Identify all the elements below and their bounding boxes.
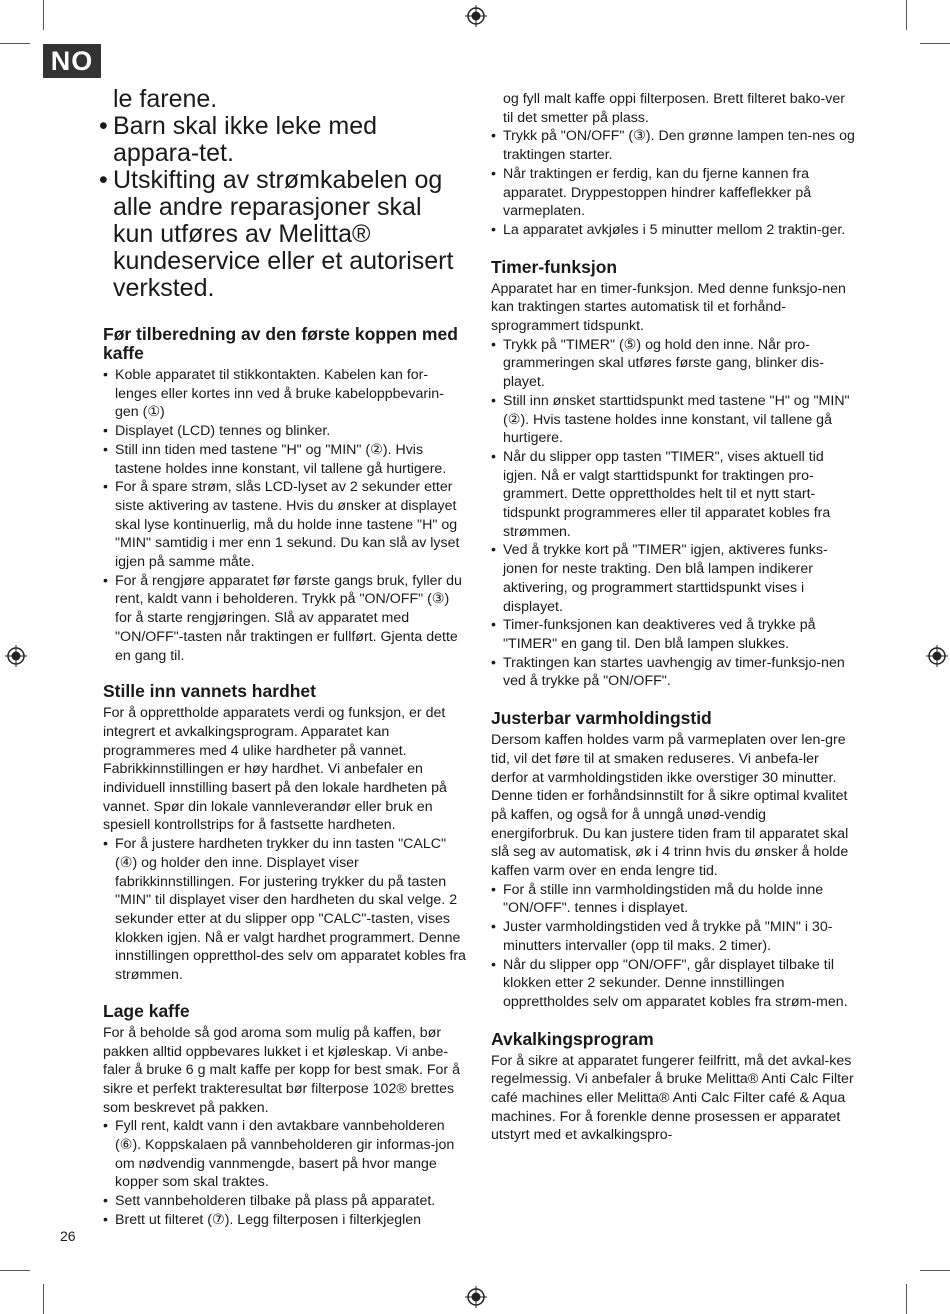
list-item: • Displayet (LCD) tennes og blinker.: [103, 422, 467, 441]
list-item: • Trykk på "ON/OFF" (③). Den grønne lampen ten-nes og traktingen starter.: [491, 127, 855, 164]
section-heading: Stille inn vannets hardhet: [103, 681, 316, 702]
left-column: [103, 86, 467, 1230]
paragraph: Dersom kaffen holdes varm på varmeplaten over len-gre tid, vil det føre til at smaken reduseres. Vi anbefa-ler derfor at varmholdingstiden ikke overstiger 30 minutter. Denne tiden er forhåndsinnstilt for å sikre optimal kvalitet på kaffen, og også for å unngå unød-vendig energiforbruk. Du kan justere tiden fram til apparatet skal slå seg av automatisk, øk i 4 trinn hvis du ønsker å holde kaffen varm over en enda lengre tid.: [491, 732, 849, 880]
list-item: • Sett vannbeholderen tilbake på plass på apparatet.: [103, 1192, 467, 1211]
section-heading: Timer-funksjon: [491, 256, 618, 277]
section-heading: Avkalkingsprogram: [491, 1028, 654, 1049]
crop-mark: [0, 1270, 30, 1271]
list-item: • Koble apparatet til stikkontakten. Kabelen kan for-lenges eller kortes inn ved å bruke kabeloppbevarin-gen (①): [103, 366, 467, 422]
bullet-list: [103, 366, 467, 665]
list-item: • Still inn ønsket starttidspunkt med tastene "H" og "MIN" (②). Hvis tastene holdes inne konstant, vil tallene gå hurtigere.: [491, 392, 855, 448]
paragraph: For å sikre at apparatet fungerer feilfritt, må det avkal-kes regelmessig. Vi anbefaler å bruke Melitta® Anti Calc Filter café machines eller Melitta® Anti Calc Filter café & Aqua machines. For å forenkle denne prosessen er apparatet utstyrt med et avkalkingspro-: [491, 1052, 854, 1144]
list-item: • Når traktingen er ferdig, kan du fjerne kannen fra apparatet. Dryppestoppen hindrer kaffeflekker på varmeplaten.: [491, 165, 855, 221]
bullet-list: [491, 881, 855, 1012]
list-item: • La apparatet avkjøles i 5 minutter mellom 2 traktin-ger.: [491, 221, 855, 240]
list-item: • For å justere hardheten trykker du inn tasten "CALC" (④) og holder den inne. Displayet viser fabrikkinnstillingen. For justering trykker du på tasten "MIN" til displayet viser den hardheten du skal velge. 2 sekunder etter at du slipper opp "CALC"-tasten, vises klokken igjen. Nå er valgt hardhet programmert. Denne innstillingen oppretthol-des selv om apparatet kobles fra strømmen.: [103, 835, 467, 985]
intro-bullets: [103, 113, 467, 302]
intro-continuation: le farene.: [113, 85, 218, 113]
safety-intro: [103, 86, 467, 302]
section-heading: Lage kaffe: [103, 1000, 190, 1021]
registration-mark-icon: [5, 645, 27, 667]
list-item: • Barn skal ikke leke med appara-tet.: [103, 113, 467, 167]
list-item: • For å rengjøre apparatet før første gangs bruk, fyller du rent, kaldt vann i beholderen. Trykk på "ON/OFF" (③) for å starte rengjøringen. Slå av apparatet med "ON/OFF"-tasten når traktingen er fullført. Gjenta dette en gang til.: [103, 572, 467, 666]
bullet-list: [103, 835, 467, 985]
registration-mark-icon: [926, 645, 948, 667]
list-item: • Ved å trykke kort på "TIMER" igjen, aktiveres funks-jonen for neste trakting. Den blå lampen indikerer aktivering, og programmert starttidspunkt vises i displayet.: [491, 541, 855, 616]
list-item: • Timer-funksjonen kan deaktiveres ved å trykke på "TIMER" en gang til. Den blå lampen slukkes.: [491, 616, 855, 653]
list-item: • Brett ut filteret (⑦). Legg filterposen i filterkjeglen: [103, 1211, 467, 1230]
section-heading: Før tilberedning av den første koppen med kaffe: [103, 324, 458, 363]
list-item: • Fyll rent, kaldt vann i den avtakbare vannbeholderen (⑥). Koppskalaen på vannbeholderen gir informas-jon om nødvendig vannmengde, basert på hvor mange kopper som skal traktes.: [103, 1117, 467, 1192]
page-number: 26: [60, 1228, 76, 1244]
crop-mark: [920, 43, 950, 44]
crop-mark: [906, 0, 907, 30]
paragraph: For å opprettholde apparatets verdi og funksjon, er det integrert et avkalkingsprogram. Apparatet kan programmeres med 4 ulike hardheter på vannet. Fabrikkinnstillingen er høy hardhet. Vi anbefaler en individuell innstilling basert på den lokale hardheten på vannet. Spør din lokale vannleverandør eller bruk en spesiell kontrollstrips for å fastsette hardheten.: [103, 705, 447, 834]
list-item: • Traktingen kan startes uavhengig av timer-funksjo-nen ved å trykke på "ON/OFF".: [491, 654, 855, 691]
paragraph: Apparatet har en timer-funksjon. Med denne funksjo-nen kan traktingen startes automatisk til et forhånd-sprogrammert tidspunkt.: [491, 280, 846, 335]
paragraph: For å beholde så god aroma som mulig på kaffen, bør pakken alltid oppbevares lukket i et kjøleskap. Vi anbe-faler å bruke 6 g malt kaffe per kopp for best smak. For å sikre et perfekt trakteresultat bør filterpose 102® brettes som beskrevet på pakken.: [103, 1024, 460, 1116]
paragraph: og fyll malt kaffe oppi filterposen. Brett filteret bako-ver til det smetter på plass.: [503, 91, 845, 126]
crop-mark: [43, 1284, 44, 1314]
crop-mark: [906, 1284, 907, 1314]
crop-mark: [0, 43, 30, 44]
language-badge: NO: [43, 44, 101, 78]
list-item: • Trykk på "TIMER" (⑤) og hold den inne. Når pro-grammeringen skal utføres første gang, blinker dis-playet.: [491, 336, 855, 392]
list-item: • Juster varmholdingstiden ved å trykke på "MIN" i 30-minutters intervaller (opp til maks. 2 timer).: [491, 918, 855, 955]
section-heading: Justerbar varmholdingstid: [491, 708, 712, 729]
right-column: [491, 90, 855, 1145]
list-item: • For å spare strøm, slås LCD-lyset av 2 sekunder etter siste aktivering av tastene. Hvis du ønsker at displayet skal lyse kontinuerlig, må du holde inne tastene "H" og "MIN" samtidig i mer enn 1 sekund. Du kan slå av lyset igjen på samme måte.: [103, 478, 467, 572]
list-item: • Utskifting av strømkabelen og alle andre reparasjoner skal kun utføres av Melitta® kundeservice eller et autorisert verksted.: [103, 167, 467, 302]
list-item: • Når du slipper opp tasten "TIMER", vises aktuell tid igjen. Nå er valgt starttidspunkt for traktingen pro-grammert. Dette opprettholdes helt til et nytt start-tidspunkt programmeres eller til apparatet kobles fra strømmen.: [491, 448, 855, 542]
bullet-list: [491, 336, 855, 691]
registration-mark-icon: [465, 1286, 487, 1308]
list-item: • Still inn tiden med tastene "H" og "MIN" (②). Hvis tastene holdes inne konstant, vil tallene gå hurtigere.: [103, 441, 467, 478]
crop-mark: [43, 0, 44, 30]
list-item: • For å stille inn varmholdingstiden må du holde inne "ON/OFF". tennes i displayet.: [491, 881, 855, 918]
crop-mark: [920, 1270, 950, 1271]
list-item: • Når du slipper opp "ON/OFF", går displayet tilbake til klokken etter 2 sekunder. Denne innstillingen opprettholdes selv om apparatet kobles fra strøm-men.: [491, 956, 855, 1012]
registration-mark-icon: [465, 5, 487, 27]
bullet-list: [103, 1117, 467, 1229]
bullet-list: [491, 127, 855, 239]
